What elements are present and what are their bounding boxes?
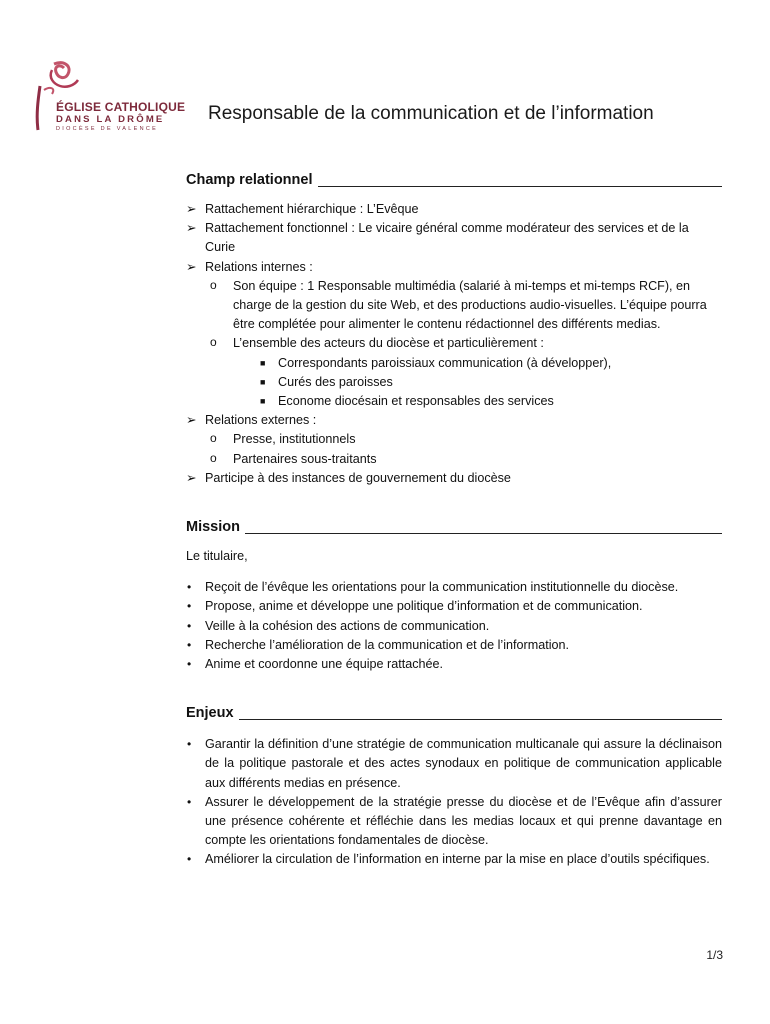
dot-bullet-icon: • (187, 737, 192, 752)
square-bullet-icon: ■ (260, 357, 266, 368)
section-title-champ (186, 168, 722, 190)
arrow-bullet-icon: ➢ (186, 413, 197, 428)
list-item (186, 850, 722, 869)
list-item (186, 354, 722, 373)
list-item-text: L’ensemble des acteurs du diocèse et particulièrement : (233, 336, 544, 351)
internes-list (186, 277, 722, 411)
mission-intro: Le titulaire, (186, 549, 248, 564)
document-title: Responsable de la communication et de l’information (208, 103, 654, 124)
ensemble-list (186, 354, 722, 412)
circle-bullet-icon: o (210, 450, 217, 465)
list-item-text: Curés des paroisses (278, 374, 393, 389)
circle-bullet-icon: o (210, 431, 217, 446)
list-item (186, 200, 722, 219)
list-item-text: Recherche l’amélioration de la communication et de l’information. (205, 637, 570, 652)
list-item-text: Rattachement fonctionnel : Le vicaire général comme modérateur des services et de la Curie (205, 221, 689, 255)
list-item (186, 373, 722, 392)
dot-bullet-icon: • (187, 580, 192, 595)
list-item (186, 793, 722, 851)
dot-bullet-icon: • (187, 637, 192, 652)
circle-bullet-icon: o (210, 335, 217, 350)
section-title-text: Mission (186, 518, 240, 535)
enjeux-list (186, 735, 722, 869)
list-item-text: Participe à des instances de gouvernement du diocèse (205, 470, 511, 485)
logo-line1: ÉGLISE CATHOLIQUE (56, 100, 186, 114)
list-item (186, 655, 722, 674)
externes-list (186, 430, 722, 468)
dot-bullet-icon: • (187, 852, 192, 867)
list-item-text: Veille à la cohésion des actions de communication. (205, 618, 490, 633)
title-rule (318, 186, 723, 187)
list-item (186, 334, 722, 411)
list-item-text: Relations internes : (205, 259, 313, 274)
square-bullet-icon: ■ (260, 396, 266, 407)
list-item (186, 392, 722, 411)
list-item (186, 636, 722, 655)
list-item-text: Partenaires sous-traitants (233, 451, 377, 466)
list-item-text: Rattachement hiérarchique : L’Evêque (205, 202, 419, 216)
section-title-mission (186, 515, 722, 537)
list-item-text: Anime et coordonne une équipe rattachée. (205, 657, 444, 672)
list-item-text: Relations externes : (205, 413, 317, 428)
list-item (186, 450, 722, 469)
dot-bullet-icon: • (187, 599, 192, 614)
dot-bullet-icon: • (187, 657, 192, 672)
list-item (186, 219, 722, 257)
logo-line3: DIOCÈSE DE VALENCE (56, 126, 159, 132)
list-item (186, 597, 722, 616)
title-rule (245, 533, 722, 534)
dot-bullet-icon: • (187, 794, 192, 809)
dot-bullet-icon: • (187, 618, 192, 633)
list-item (186, 411, 722, 469)
list-item-text: Améliorer la circulation de l’information en interne par la mise en place d’outils spécifiques. (205, 852, 710, 867)
logo-line2: DANS LA DRÔME (56, 114, 165, 125)
arrow-bullet-icon: ➢ (186, 221, 197, 236)
list-item-text: Assurer le développement de la stratégie presse du diocèse et de l’Evêque afin d’assurer une présence cohérente et réfléchie dans les medias locaux et qui prenne davantage en compte les orientations fondamentales de diocèse. (205, 794, 722, 848)
list-item (186, 430, 722, 449)
list-item (186, 469, 722, 488)
list-item (186, 617, 722, 636)
list-item-text: Son équipe : 1 Responsable multimédia (salarié à mi-temps et mi-temps RCF), en charge de la gestion du site Web, et des productions audio-visuelles. L’équipe pourra être complétée pour alimenter le contenu rédactionnel des différents medias. (233, 278, 707, 332)
document-body (186, 168, 722, 870)
list-item (186, 277, 722, 335)
list-item (186, 735, 722, 793)
arrow-bullet-icon: ➢ (186, 259, 197, 274)
square-bullet-icon: ■ (260, 376, 266, 387)
mission-list (186, 578, 722, 674)
list-item-text: Correspondants paroissiaux communication (à développer), (278, 355, 612, 370)
page-number: 1/3 (706, 948, 723, 962)
list-item-text: Reçoit de l’évêque les orientations pour la communication institutionnelle du diocèse. (205, 580, 679, 595)
circle-bullet-icon: o (210, 277, 217, 292)
title-rule (239, 719, 722, 720)
champ-list (186, 200, 722, 488)
list-item (186, 258, 722, 412)
list-item-text: Econome diocésain et responsables des services (278, 394, 554, 409)
list-item (186, 578, 722, 597)
arrow-bullet-icon: ➢ (186, 470, 197, 485)
section-title-text: Enjeux (186, 705, 234, 722)
diocese-logo (30, 60, 190, 140)
list-item-text: Presse, institutionnels (233, 432, 356, 447)
section-title-text: Champ relationnel (186, 171, 313, 188)
list-item-text: Propose, anime et développe une politique d’information et de communication. (205, 599, 643, 614)
list-item-text: Garantir la définition d’une stratégie de communication multicanale qui assure la déclinaison de la politique pastorale et des actes synodaux en politique de communication applicable aux différents medias en présence. (205, 737, 722, 790)
section-title-enjeux (186, 701, 722, 723)
arrow-bullet-icon: ➢ (186, 202, 197, 216)
